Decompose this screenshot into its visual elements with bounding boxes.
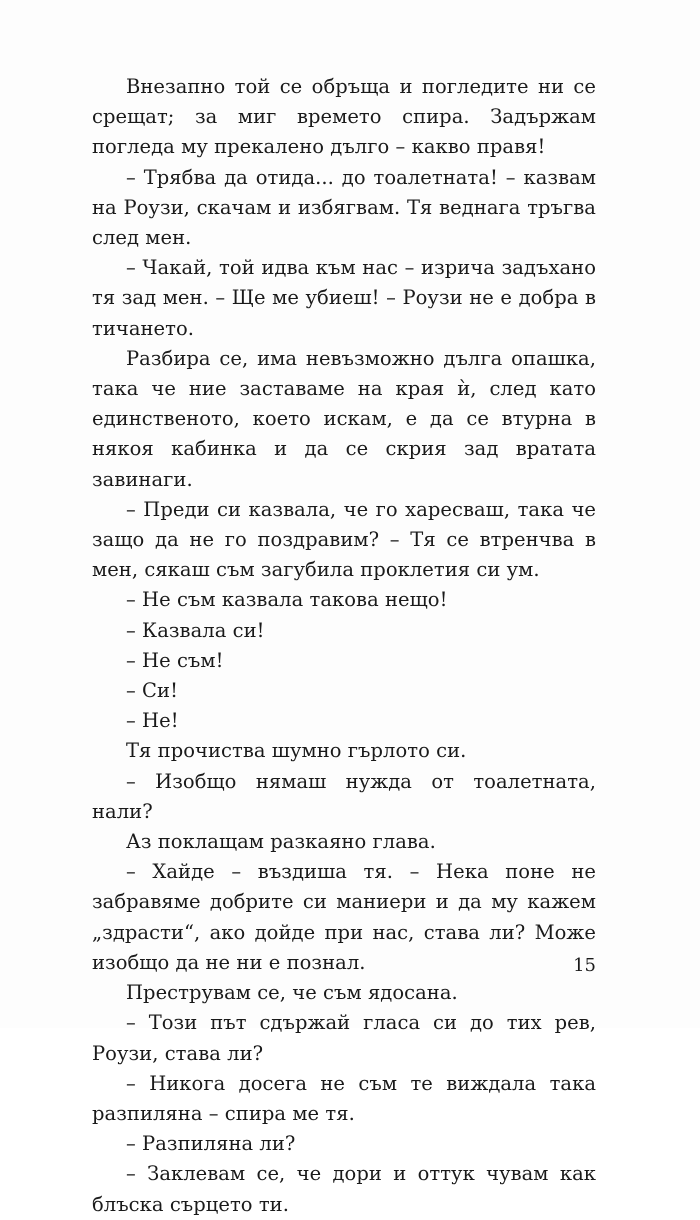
paragraph: – Трябва да отида... до тоалетната! – казвам на Роузи, скачам и избягвам. Тя веднага тръгва след мен.: [92, 165, 596, 250]
paragraph: Тя прочиства шумно гърлото си.: [126, 739, 467, 763]
paragraph: – Не съм казвала такова нещо!: [126, 588, 448, 612]
body-text: [92, 72, 596, 1220]
paragraph: Аз поклащам разкаяно глава.: [126, 830, 436, 854]
paragraph: – Не съм!: [126, 648, 224, 672]
paragraph: Разбира се, има невъзможно дълга опашка, така че ние заставаме на края ѝ, след като единственото, което искам, е да се втурна в някоя кабинка и да се скрия зад вратата завинаги.: [92, 346, 596, 491]
paragraph: – Разпиляна ли?: [126, 1132, 296, 1156]
paragraph: – Чакай, той идва към нас – изрича задъхано тя зад мен. – Ще ме убиеш! – Роузи не е добра в тичането.: [92, 256, 596, 340]
paragraph: – Си!: [126, 679, 178, 703]
paragraph: – Този път сдържай гласа си до тих рев, Роузи, става ли?: [92, 1011, 596, 1065]
paragraph: – Изобщо нямаш нужда от тоалетната, нали?: [92, 769, 596, 823]
paragraph: – Никога досега не съм те виждала така разпиляна – спира ме тя.: [92, 1071, 596, 1125]
paragraph: Внезапно той се обръща и погледите ни се срещат; за миг времето спира. Задържам погледа му прекалено дълго – какво правя!: [92, 75, 596, 159]
paragraph: Преструвам се, че съм ядосана.: [126, 981, 458, 1005]
page-number: 15: [573, 955, 596, 976]
paragraph: – Хайде – въздиша тя. – Нека поне не забравяме добрите си маниери и да му кажем „здрасти“, ако дойде при нас, става ли? Може изобщо да не ни е познал.: [92, 860, 596, 974]
paragraph: – Преди си казвала, че го харесваш, така че защо да не го поздравим? – Тя се втренчва в мен, сякаш съм загубила проклетия си ум.: [92, 497, 596, 582]
paragraph: – Не!: [126, 709, 179, 733]
paragraph: – Казвала си!: [126, 618, 265, 642]
paragraph: – Заклевам се, че дори и оттук чувам как блъска сърцето ти.: [92, 1162, 596, 1216]
